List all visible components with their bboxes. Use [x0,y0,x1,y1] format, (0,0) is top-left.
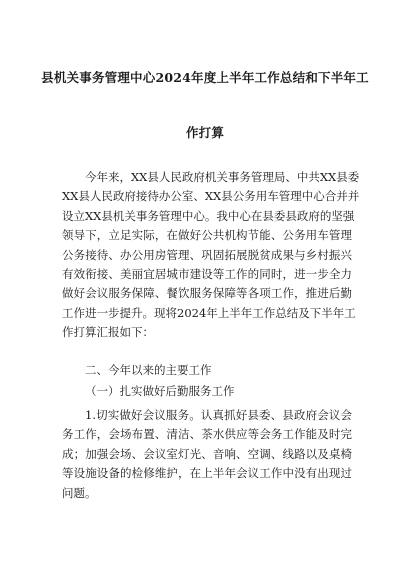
paragraph-line: 有效衔接、美丽宜居城市建设等工作的同时，进一步全力 [62,266,352,281]
document-title-line-1: 县机关事务管理中心2024年度上半年工作总结和下半年工 [41,70,369,85]
paragraph-line: 今年来，XX县人民政府机关事务管理局、中共XX县委 [85,170,360,184]
intro-paragraph [62,168,360,343]
subsection-heading: （一）扎实做好后勤服务工作 [85,384,235,398]
paragraph-line: 领导下，立足实际，在做好公共机构节能、公务用车管理 [62,228,352,243]
paragraph-line: 做好会议服务保障、餐饮服务保障等各项工作，推进后勤 [62,286,352,301]
paragraph-line: 作打算汇报如下： [62,325,154,340]
document-title-line-2: 作打算 [185,125,225,140]
paragraph-line: 1.切实做好会议服务。认真抓好县委、县政府会议会 [85,408,352,422]
meeting-service-paragraph [62,406,352,503]
paragraph-line: XX县人民政府接待办公室、XX县公务用车管理中心合并并 [62,189,360,204]
section-heading: 二、今年以来的主要工作 [85,363,212,377]
paragraph-line: 公务接待、办公用房管理、巩固拓展脱贫成果与乡村振兴 [62,247,352,262]
paragraph-line: 等设施设备的检修维护，在上半年会议工作中没有出现过 [62,466,352,481]
paragraph-line: 问题。 [62,485,97,500]
paragraph-line: 设立XX县机关事务管理中心。我中心在县委县政府的坚强 [62,208,355,223]
paragraph-line: 成；加强会场、会议室灯光、音响、空调、线路以及桌椅 [62,446,352,461]
paragraph-line: 工作进一步提升。现将2024年上半年工作总结及下半年工 [62,305,356,320]
paragraph-line: 务工作，会场布置、清洁、茶水供应等会务工作能及时完 [62,427,352,442]
